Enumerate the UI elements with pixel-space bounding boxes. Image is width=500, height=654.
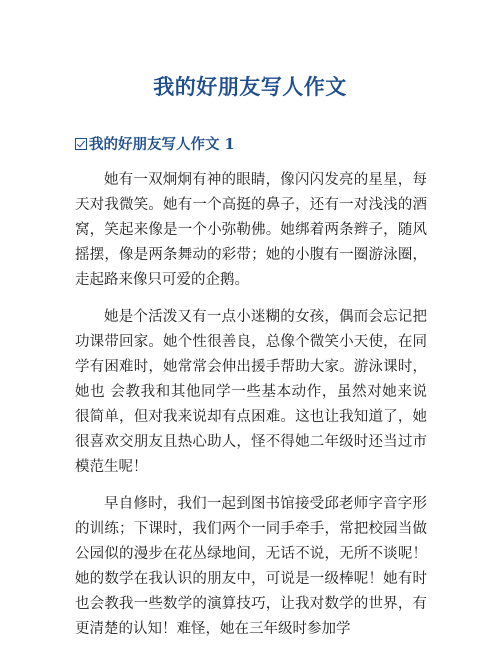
paragraph: 早自修时，我们一起到图书馆接受邱老师字音字形的训练；下课时，我们两个一同手牵手，常把校园当做公园似的漫步在花丛绿地间，无话不说，无所不谈呢！她的数学在我认识的朋友中，可说是一级棒呢！她有时也会教我一些数学的演算技巧，让我对数学的世界，有更清楚的认知！难怪，她在三年级时参加学 xyxy=(75,496,427,637)
page-title: 我的好朋友写人作文 xyxy=(153,74,347,99)
paragraph: 她有一双炯炯有神的眼睛，像闪闪发亮的星星，每天对我微笑。她有一个高挺的鼻子，还有一对浅浅的酒窝，笑起来像是一个小弥勒佛。她绑着两条辫子，随风摇摆，像是两条舞动的彩带；她的小腹有一圈游泳圈，走起路来像只可爱的企鹅。 xyxy=(75,172,427,288)
section-heading-text: 我的好朋友写人作文 1 xyxy=(89,136,235,153)
checkbox-icon xyxy=(75,138,87,150)
section-heading xyxy=(75,133,235,154)
article-body xyxy=(75,168,427,654)
paragraph: 她是个活泼又有一点小迷糊的女孩，偶而会忘记把功课带回家。她个性很善良，总像个微笑小天使，在同学有困难时，她常常会伸出援手帮助大家。游泳课时，她也 会教我和其他同学一些基本动作，虽然对她来说很简单，但对我来说却有点困难。这也让我知道了，她很喜欢交朋友且热心助人，怪不得她二年级时还当过市模范生呢！ xyxy=(75,309,427,475)
